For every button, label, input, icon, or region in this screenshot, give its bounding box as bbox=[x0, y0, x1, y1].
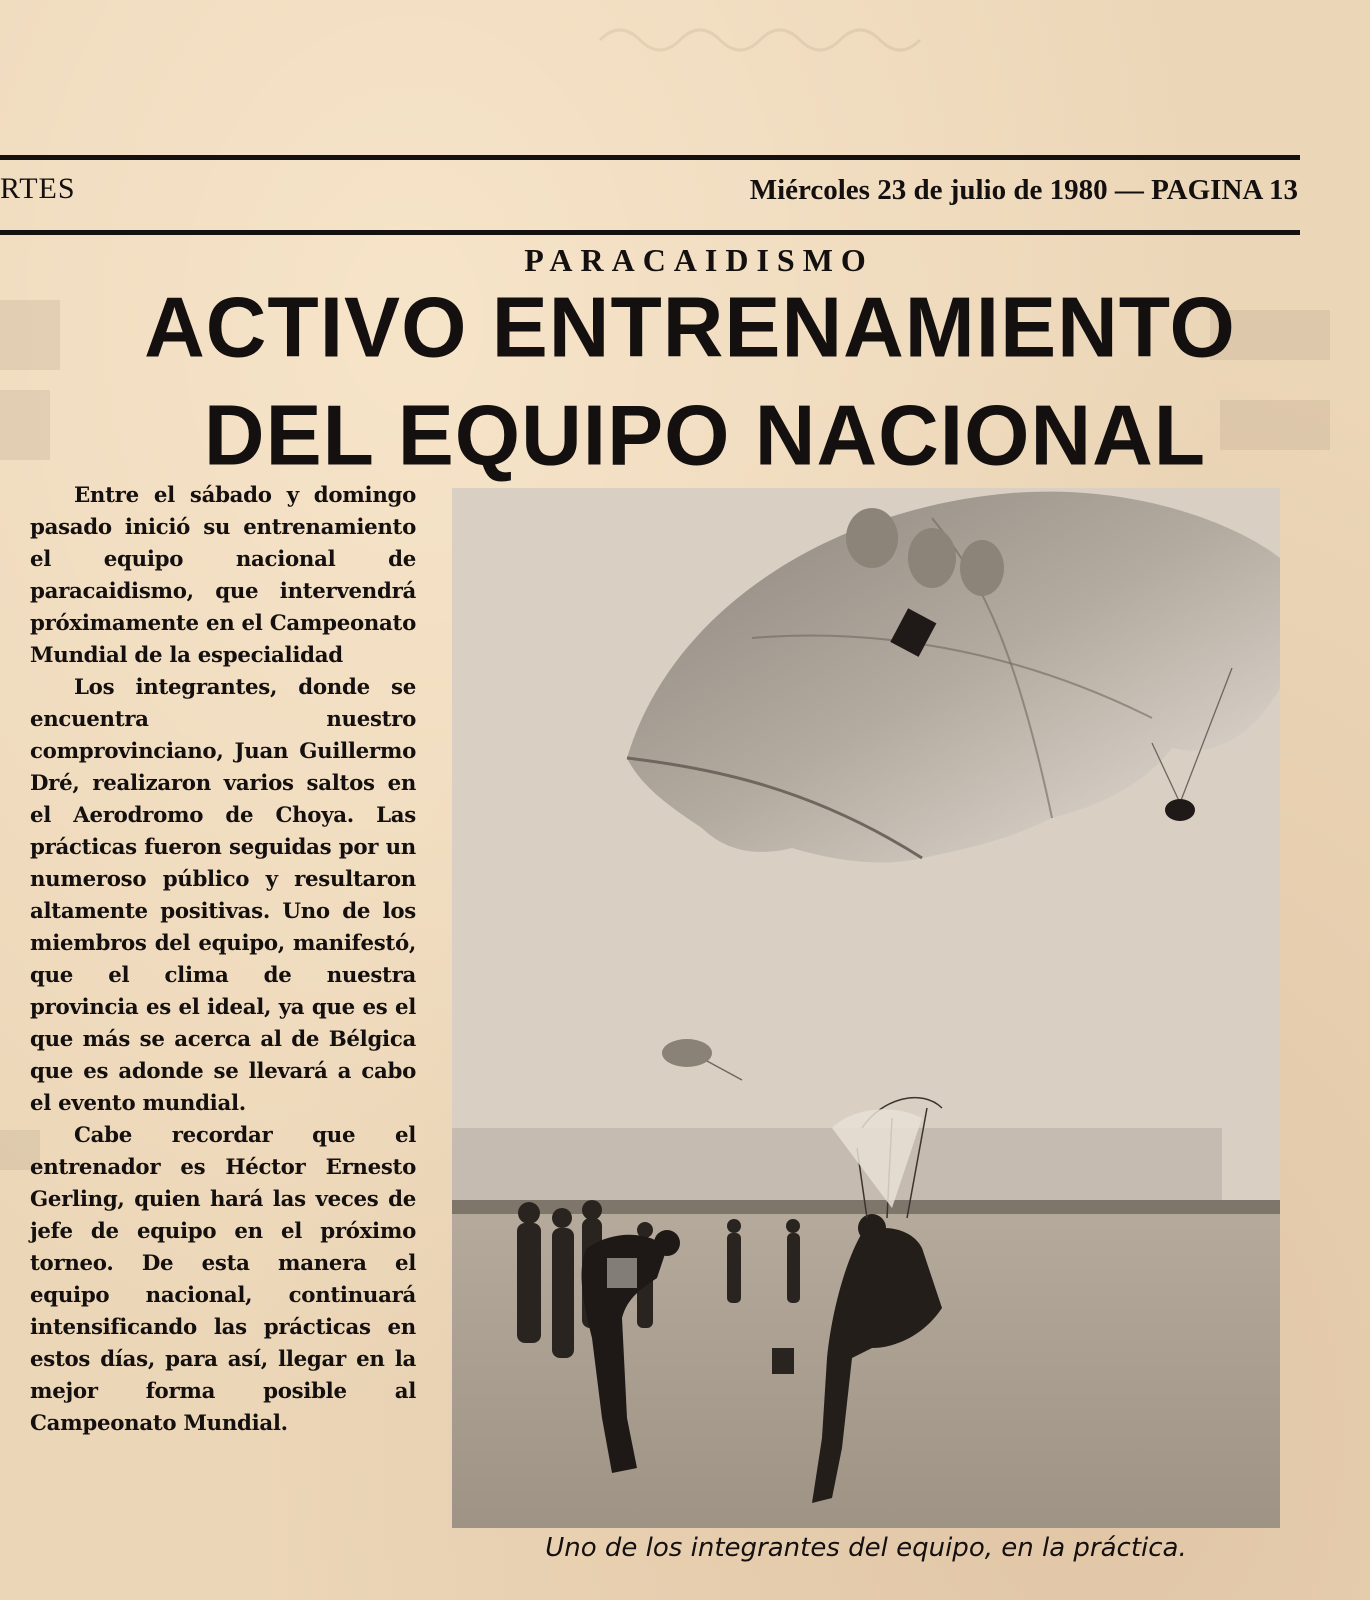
article-paragraph-1: Entre el sábado y domingo pasado inició su entrenamiento el equipo nacional de paracaidismo, que intervendrá próximamente en el Campeonato Mundial de la especialidad bbox=[30, 483, 416, 668]
header-bottom-rule bbox=[0, 230, 1300, 235]
parachute-photo bbox=[452, 488, 1280, 1528]
article-paragraph-2: Los integrantes, donde se encuentra nuestro comprovinciano, Juan Guillermo Dré, realizaron varios saltos en el Aerodromo de Choya. Las prácticas fueron seguidas por un numeroso público y resultaron altamente positivas. Uno de los miembros del equipo, manifestó, que el clima de nuestra provincia es el ideal, ya que es el que más se acerca al de Bélgica que es adonde se llevará a cabo el evento mundial. bbox=[30, 675, 416, 1116]
section-kicker: PARACAIDISMO bbox=[524, 242, 874, 278]
photo-caption: Uno de los integrantes del equipo, en la práctica. bbox=[545, 1533, 1187, 1563]
headline-line-1: ACTIVO ENTRENAMIENTO bbox=[144, 279, 1236, 375]
article-paragraph-3: Cabe recordar que el entrenador es Héctor Ernesto Gerling, quien hará las veces de jefe de equipo en el próximo torneo. De esta manera el equipo nacional, continuará intensificando las prácticas en estos días, para así, llegar en la mejor forma posible al Campeonato Mundial. bbox=[30, 1123, 416, 1436]
article-body bbox=[30, 480, 416, 1440]
photo-illustration bbox=[452, 488, 1280, 1528]
header-top-rule bbox=[0, 155, 1300, 160]
section-name: RTES bbox=[0, 172, 76, 205]
date-and-page: Miércoles 23 de julio de 1980 — PAGINA 13 bbox=[749, 174, 1298, 206]
headline-line-2: DEL EQUIPO NACIONAL bbox=[203, 387, 1207, 483]
